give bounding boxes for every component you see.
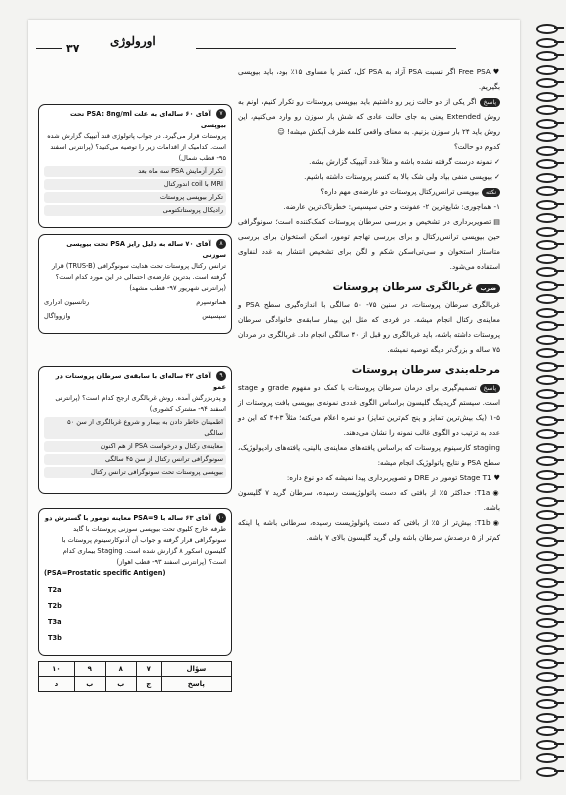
- option[interactable]: بیوپسی پروستات تحت سونوگرافی ترانس رکتال: [44, 467, 226, 478]
- question-title: آقای ۷۰ ساله به دلیل رایز PSA تحت بیوپسی سوزنی: [66, 240, 226, 259]
- spiral-ring: [536, 726, 558, 736]
- spiral-ring: [536, 740, 558, 750]
- question-title: آقای ۶۳ ساله با PSA=9 معاینه تومور با گسترش دو: [44, 514, 211, 522]
- main-text-column: [238, 64, 500, 545]
- spiral-ring: [536, 672, 558, 682]
- paragraph: [238, 184, 500, 199]
- paragraph: ۱- هماچوری: شایع‌ترین ۲- عفونت و حتی سپسیس: خطرناک‌ترین عارضه.: [283, 202, 500, 211]
- answer-key-question: ۷: [136, 662, 161, 677]
- answer-key-answer: ب: [74, 677, 105, 692]
- stage-item: [238, 515, 500, 545]
- header-rule: [196, 48, 456, 49]
- question-title: آقای ۴۲ ساله‌ای با سابقه‌ی سرطان پروستات در عمو: [55, 372, 226, 391]
- spiral-ring: [536, 362, 558, 372]
- paragraph-text: Free PSA اگر نسبت PSA آزاد به PSA کل، کمتر یا مساوی ۱۵٪ بود، باید بیوپسی بگیریم.: [238, 67, 500, 91]
- book-logo: اورولوژی: [110, 34, 156, 48]
- paragraph-text: تصمیم‌گیری برای درمان سرطان پروستات با کمک دو مفهوم grade و stage است. سیستم گریدینگ گلیسون براساس الگوی غددی نمونه‌ی بیوپسی بافت پروستات از ۵-۱ (یک بیش‌ترین تمایز و پنج کم‌ترین تمایز) دو نمره اعلام می‌کنه؛ مثلاً ۳+۴ که این دو عدد به ترتیب دو الگوی غالب نمونه را نشان می‌دهند.: [238, 383, 500, 437]
- note-badge: نکته: [482, 188, 500, 197]
- bullet-item: [238, 154, 500, 169]
- question-title: آقای ۶۰ ساله‌ای به علت PSA: 8ng/ml تحت بیوپسی: [70, 110, 226, 129]
- stage-item: [238, 485, 500, 515]
- paragraph: [238, 214, 500, 274]
- smile-icon: ☺: [277, 127, 285, 136]
- spiral-ring: [536, 605, 558, 615]
- paragraph-text: بیوپسی ترانس‌رکتال پروستات دو عارضه‌ی مهم داره؟: [320, 187, 479, 196]
- spiral-ring: [536, 186, 558, 196]
- question-9: [38, 366, 232, 494]
- section-heading: مرحله‌بندی سرطان پروستات: [351, 364, 500, 376]
- answer-key-answer-row: [39, 677, 232, 692]
- bullet-item: [238, 169, 500, 184]
- option[interactable]: معاینه‌ی رکتال و درخواست PSA از هم اکنون: [44, 441, 226, 452]
- spiral-ring: [536, 173, 558, 183]
- bullet-text: بیوپسی منفی بیاد ولی شک بالا به کنسر پروستات داشته باشیم.: [304, 172, 492, 181]
- spiral-ring: [536, 564, 558, 574]
- stage-item: [238, 470, 500, 485]
- spiral-ring: [536, 456, 558, 466]
- question-7: [38, 104, 232, 228]
- answer-key-answer: ب: [105, 677, 136, 692]
- circle-icon: ◉: [492, 518, 501, 527]
- spiral-ring: [536, 686, 558, 696]
- answer-key-question: ۱۰: [39, 662, 75, 677]
- spiral-ring: [536, 348, 558, 358]
- bullet-text: نمونه درست گرفته نشده باشه و مثلاً غدد آتیپیک گزارش بشه.: [309, 157, 492, 166]
- spiral-ring: [536, 335, 558, 345]
- question-10: [38, 508, 232, 656]
- spiral-binding: [520, 0, 566, 795]
- answer-key-header-row: [39, 662, 232, 677]
- question-number: ۹: [216, 371, 226, 381]
- option[interactable]: رتانسیون ادراری: [44, 298, 90, 306]
- option-list: [44, 585, 226, 644]
- spiral-ring: [536, 443, 558, 453]
- spiral-ring: [536, 497, 558, 507]
- question-number: ۸: [216, 239, 226, 249]
- question-body: طرفه خارج کلیوی تحت بیوپسی سوزنی پروستات با گاید سونوگرافی قرار گرفته و جواب آن آدنوکارسینوم پروستات با گلیسون اسکور ۸ گزارش شده است. Staging بیماری کدام است؟ (پرانترنی اسفند ۹۳- قطب اهواز): [61, 525, 226, 566]
- options-row: [44, 297, 226, 308]
- section-heading: [238, 280, 500, 295]
- spiral-ring: [536, 429, 558, 439]
- paragraph: [238, 64, 500, 94]
- options-row: [44, 311, 226, 322]
- spiral-ring: [536, 659, 558, 669]
- spiral-ring: [536, 267, 558, 277]
- spiral-ring: [536, 537, 558, 547]
- option[interactable]: سپسیس: [202, 312, 226, 320]
- spiral-ring: [536, 65, 558, 75]
- question-number: ۷: [216, 109, 226, 119]
- spiral-ring: [536, 92, 558, 102]
- spiral-ring: [536, 132, 558, 142]
- question-note: (PSA=Prostatic specific Antigen): [44, 569, 166, 577]
- spiral-ring: [536, 213, 558, 223]
- option[interactable]: رادیکال پروستاتکتومی: [44, 205, 226, 216]
- spiral-ring: [536, 470, 558, 480]
- spiral-ring: [536, 240, 558, 250]
- heading-text: غربالگری سرطان پروستات: [332, 281, 474, 293]
- spiral-ring: [536, 389, 558, 399]
- option[interactable]: T2b: [48, 602, 62, 610]
- spiral-ring: [536, 753, 558, 763]
- answer-key-question: ۹: [74, 662, 105, 677]
- spiral-ring: [536, 38, 558, 48]
- option[interactable]: تکرار بیوپسی پروستات: [44, 192, 226, 203]
- spiral-ring: [536, 416, 558, 426]
- tip-badge: پاسخ: [480, 98, 500, 107]
- book-icon: ▤: [493, 217, 500, 226]
- answer-key-answer-label: پاسخ: [161, 677, 231, 692]
- spiral-ring: [536, 551, 558, 561]
- spiral-ring: [536, 618, 558, 628]
- spiral-ring: [536, 119, 558, 129]
- spiral-ring: [536, 227, 558, 237]
- answer-key-header-label: سؤال: [161, 662, 231, 677]
- option[interactable]: T3a: [48, 618, 62, 626]
- question-body: ترانس رکتال پروستات تحت هدایت سونوگرافی (TRUS-B) قرار گرفته است. بدترین عارضه‌ی احتمالی در این مورد کدام است؟ (پرانترنی شهریور ۹۷- قطب مشهد): [51, 262, 226, 292]
- check-icon: ✓: [493, 157, 500, 166]
- paragraph-text: تصویربرداری در تشخیص و بررسی سرطان پروستات کمک‌کننده است؛ سونوگرافی حین بیوپسی ترانس‌رکتال و برای بررسی تهاجم تومور، اسکن استخوان برای بررسی متاستاز استخوان و سی‌تی‌اسکن شکم و لگن برای تشخیص انتشار به غدد لنفاوی استفاده می‌شود.: [238, 217, 500, 271]
- spiral-ring: [536, 578, 558, 588]
- paragraph: غربالگری سرطان پروستات، در سنین ۷۵- ۵۰ سالگی با اندازه‌گیری سطح PSA و معاینه‌ی رکتال انجام میشه. در فردی که مثل این بیمار سابقه‌ی خانوادگی سرطان پروستات داشته باشه، باید غربالگری رو قبل از ۴۰ سالگی انجام داد. غربالگری در مردان ۷۵ ساله و بزرگ‌تر دیگه توصیه نمیشه.: [238, 300, 500, 354]
- heart-icon: ♥: [492, 67, 500, 76]
- spiral-ring: [536, 146, 558, 156]
- spiral-ring: [536, 321, 558, 331]
- spiral-ring: [536, 24, 558, 34]
- spiral-ring: [536, 510, 558, 520]
- option[interactable]: اطمینان خاطر دادن به بیمار و شروع غربالگری از سن ۵۰ سالگی: [44, 417, 226, 439]
- spiral-ring: [536, 699, 558, 709]
- spiral-ring: [536, 294, 558, 304]
- spiral-ring: [536, 713, 558, 723]
- tip-badge: پاسخ: [480, 384, 500, 393]
- spiral-ring: [536, 200, 558, 210]
- answer-key-answer: ج: [136, 677, 161, 692]
- option[interactable]: MRI با coil اندورکتال: [44, 179, 226, 190]
- circle-icon: ◉: [492, 488, 500, 497]
- option[interactable]: T3b: [48, 634, 62, 642]
- paragraph: [238, 380, 500, 440]
- paragraph: [238, 94, 500, 139]
- answer-key-answer: د: [39, 677, 75, 692]
- spiral-ring: [536, 375, 558, 385]
- zoom-badge: ضرب: [476, 284, 500, 293]
- option[interactable]: تکرار آزمایش PSA سه ماه بعد: [44, 166, 226, 177]
- spiral-ring: [536, 51, 558, 61]
- spiral-ring: [536, 308, 558, 318]
- question-body: و پدربزرگش آمده. روش غربالگری ارجح کدام است؟ (پرانترنی اسفند ۹۴- مشترک کشوری): [55, 394, 226, 413]
- question-body: پروستات قرار می‌گیرد. در جواب پاتولوژی قند آتیپیک گزارش شده است. کدامیک از اقدامات زیر را توصیه می‌کنید؟ (پرانترنی اسفند ۹۵- قطب شمال): [47, 132, 226, 162]
- header-rule: [36, 48, 62, 49]
- option[interactable]: T2a: [48, 586, 62, 594]
- spiral-ring: [536, 78, 558, 88]
- paragraph: کدوم دو حالت؟: [453, 142, 500, 151]
- spiral-ring: [536, 524, 558, 534]
- spiral-ring: [536, 281, 558, 291]
- check-icon: ✓: [493, 172, 500, 181]
- stage-text: T1a: حداکثر ۵٪ از بافتی که دست پاتولوژیست رسیده، سرطان گرید ۷ گلیسون باشه.: [238, 488, 500, 512]
- spiral-ring: [536, 645, 558, 655]
- answer-key-table: [38, 661, 232, 692]
- stage-text: T1b: بیش‌تر از ۵٪ از بافتی که دست پاتولوژیست رسیده، سرطانی باشه یا اینکه کم‌تر از ۵ درصدش سرطان باشه ولی گرید گلیسون بالای ۷ باشه.: [238, 518, 500, 542]
- question-number: ۱۰: [217, 514, 225, 521]
- spiral-ring: [536, 591, 558, 601]
- spiral-ring: [536, 767, 558, 777]
- option[interactable]: وازوواگال: [44, 312, 71, 320]
- paragraph-text: اگر یکی از دو حالت زیر رو داشتیم باید بیوپسی پروستات رو تکرار کنیم، اونم به روش Extended یعنی به جای حالت عادی که شش بار سوزن رو وارد می‌کنیم، این روش باید ۲۴ بار سوزن بزنیم. به معنای واقعی کلمه ظرف آبکش میشه!: [238, 97, 500, 136]
- question-8: [38, 234, 232, 334]
- answer-key-question: ۸: [105, 662, 136, 677]
- option[interactable]: سونوگرافی ترانس رکتال از سن ۴۵ سالگی: [44, 454, 226, 465]
- stage-text: Stage T1 تومور در DRE و تصویربرداری پیدا نمیشه که دو نوع داره:: [286, 473, 492, 482]
- heart-icon: ♥: [493, 473, 500, 482]
- spiral-ring: [536, 402, 558, 412]
- spiral-ring: [536, 105, 558, 115]
- paragraph: staging کارسینوم پروستات که براساس یافته‌های معاینه‌ی بالینی، یافته‌های رادیولوژیک، سطح PSA و نتایج پاتولوژیک انجام میشه:: [238, 443, 500, 467]
- spiral-ring: [536, 483, 558, 493]
- page-header: [36, 28, 490, 55]
- option[interactable]: هماتوسپرم: [196, 298, 226, 306]
- spiral-ring: [536, 254, 558, 264]
- spiral-ring: [536, 632, 558, 642]
- page-number: ۳۷: [66, 42, 80, 55]
- spiral-ring: [536, 159, 558, 169]
